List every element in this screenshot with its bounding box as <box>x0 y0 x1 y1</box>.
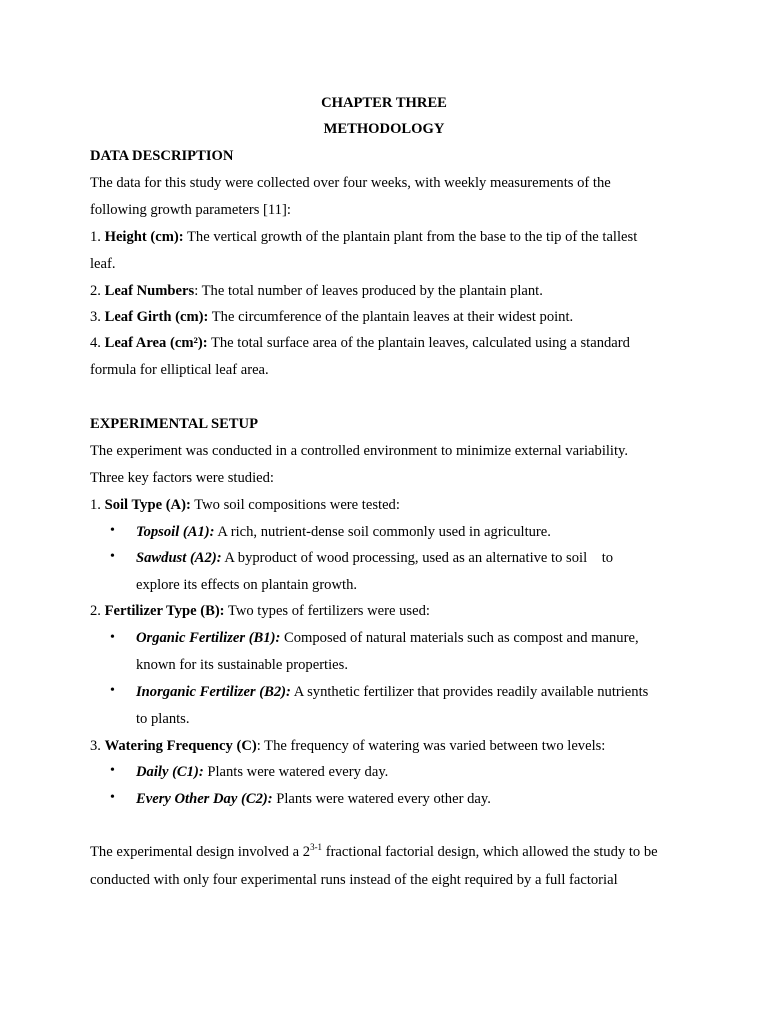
level-text-continuation: known for its sustainable properties. <box>136 657 348 673</box>
list-item-leaf-area <box>90 334 630 352</box>
level-text-continuation: explore its effects on plantain growth. <box>136 577 358 593</box>
bullet-icon: • <box>110 763 115 778</box>
factor-item-soil-type <box>90 496 400 514</box>
chapter-subtitle: METHODOLOGY <box>323 121 445 137</box>
list-label: Leaf Area (cm²): <box>104 335 208 351</box>
bullet-icon: • <box>110 523 115 538</box>
list-number: 3. <box>90 309 105 325</box>
paragraph-line: following growth parameters [11]: <box>90 202 291 218</box>
level-item-every-other-day <box>136 790 491 808</box>
paragraph-line: The data for this study were collected over four weeks, with weekly measurements of the <box>90 175 611 191</box>
paragraph-line: The experiment was conducted in a controlled environment to minimize external variability. <box>90 443 629 459</box>
list-number: 1. <box>90 229 105 245</box>
design-paragraph-line: conducted with only four experimental runs instead of the eight required by a full factorial <box>90 872 618 888</box>
factor-text: Two soil compositions were tested: <box>190 497 400 513</box>
bullet-icon: • <box>110 549 115 564</box>
factor-label: Fertilizer Type (B): <box>104 603 225 619</box>
level-item-organic <box>136 629 639 647</box>
list-text: : The total number of leaves produced by the plantain plant. <box>194 283 543 299</box>
level-text: A byproduct of wood processing, used as an alternative to soil to <box>221 550 614 566</box>
list-label: Leaf Numbers <box>104 283 195 299</box>
list-text: The circumference of the plantain leaves at their widest point. <box>208 309 574 325</box>
factor-item-fertilizer-type <box>90 602 430 620</box>
list-number: 2. <box>90 603 105 619</box>
factor-label: Watering Frequency (C) <box>104 738 257 754</box>
paragraph-text: The experimental design involved a 2 <box>90 844 311 860</box>
level-item-daily <box>136 763 388 781</box>
list-number: 1. <box>90 497 105 513</box>
level-text: Composed of natural materials such as compost and manure, <box>280 630 639 646</box>
paragraph-line: Three key factors were studied: <box>90 470 274 486</box>
level-label: Topsoil (A1): <box>136 524 215 540</box>
factor-text: : The frequency of watering was varied between two levels: <box>256 738 606 754</box>
level-label: Sawdust (A2): <box>136 550 222 566</box>
chapter-title: CHAPTER THREE <box>321 95 447 111</box>
superscript-exponent: 3-1 <box>310 842 323 852</box>
list-text-continuation: leaf. <box>90 256 116 272</box>
list-number: 2. <box>90 283 105 299</box>
level-text: A rich, nutrient-dense soil commonly used in agriculture. <box>214 524 551 540</box>
level-label: Organic Fertilizer (B1): <box>136 630 281 646</box>
level-item-sawdust <box>136 549 613 567</box>
list-text: The total surface area of the plantain leaves, calculated using a standard <box>207 335 630 351</box>
bullet-icon: • <box>110 790 115 805</box>
section-heading-experimental-setup: EXPERIMENTAL SETUP <box>90 416 258 432</box>
paragraph-text: fractional factorial design, which allowed the study to be <box>322 844 658 860</box>
factor-label: Soil Type (A): <box>104 497 191 513</box>
level-item-topsoil <box>136 523 551 541</box>
list-item-height <box>90 228 637 246</box>
level-label: Inorganic Fertilizer (B2): <box>136 684 291 700</box>
level-text-continuation: to plants. <box>136 711 190 727</box>
level-text: Plants were watered every day. <box>203 764 389 780</box>
list-item-leaf-numbers <box>90 282 543 300</box>
factor-item-watering-frequency <box>90 737 605 755</box>
section-heading-data-description: DATA DESCRIPTION <box>90 148 234 164</box>
list-text-continuation: formula for elliptical leaf area. <box>90 362 269 378</box>
design-paragraph-line <box>90 843 658 861</box>
list-text: The vertical growth of the plantain plant from the base to the tip of the tallest <box>183 229 638 245</box>
list-number: 4. <box>90 335 105 351</box>
bullet-icon: • <box>110 630 115 645</box>
level-item-inorganic <box>136 683 648 701</box>
level-label: Every Other Day (C2): <box>136 791 273 807</box>
list-label: Leaf Girth (cm): <box>104 309 209 325</box>
list-label: Height (cm): <box>104 229 184 245</box>
bullet-icon: • <box>110 683 115 698</box>
level-text: Plants were watered every other day. <box>272 791 491 807</box>
level-label: Daily (C1): <box>136 764 204 780</box>
factor-text: Two types of fertilizers were used: <box>224 603 430 619</box>
level-text: A synthetic fertilizer that provides readily available nutrients <box>290 684 649 700</box>
list-number: 3. <box>90 738 105 754</box>
list-item-leaf-girth <box>90 308 573 326</box>
